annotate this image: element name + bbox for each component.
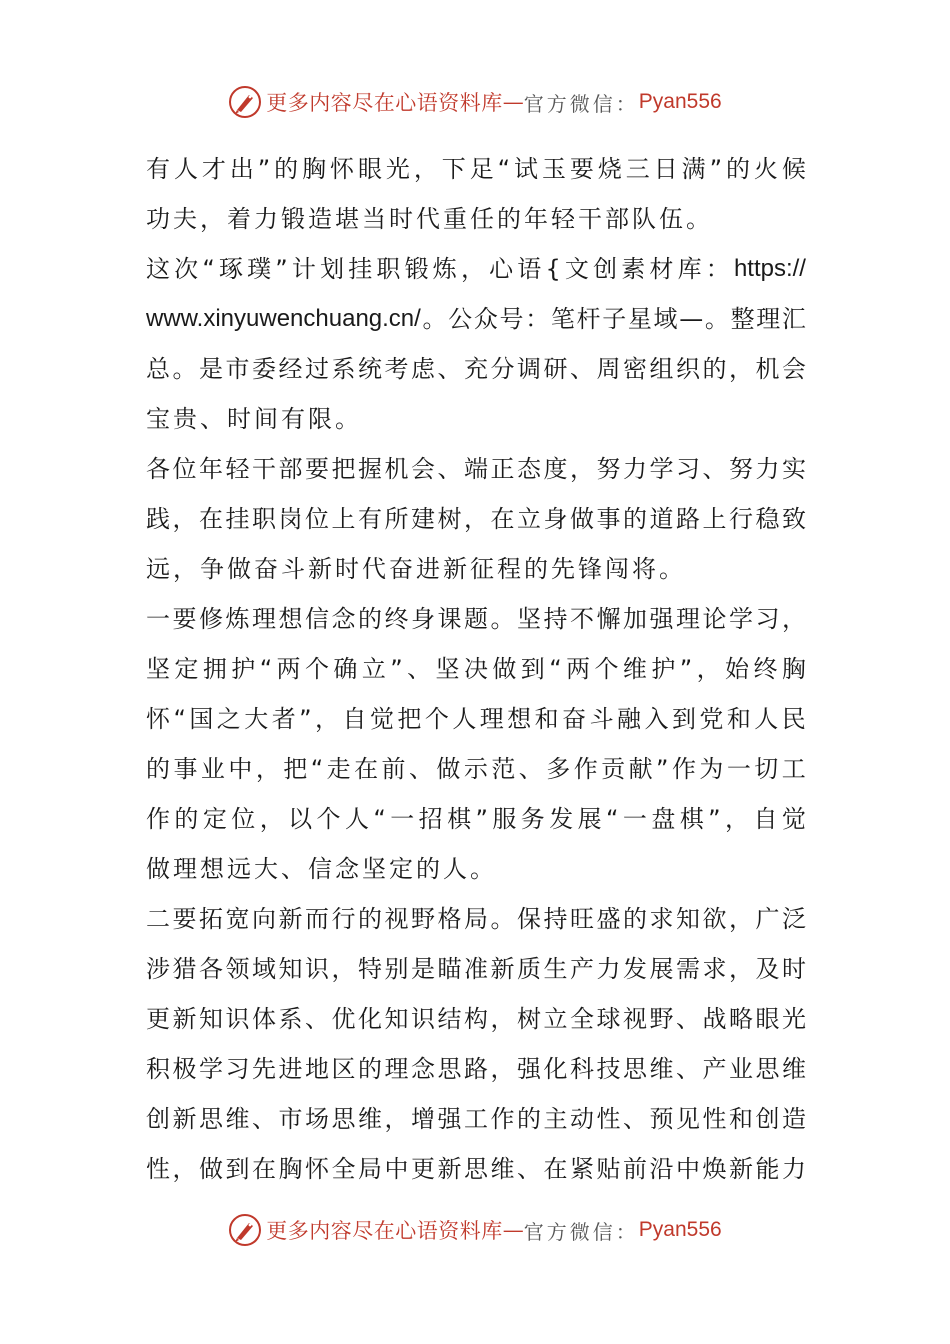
body-text-line: 功夫，着力锻造堪当时代重任的年轻干部队伍。 (146, 205, 713, 233)
body-text-line: 更 新 知 识 体 系 、 优 化 知 识 结 构 ， 树 立 全 球 视 野 、 战 略 眼 光 (146, 1005, 806, 1033)
body-text-line: 积 极 学 习 先 进 地 区 的 理 念 思 路 ， 强 化 科 技 思 维 、 产 业 思 维 (146, 1055, 806, 1083)
body-text-line: 性 ， 做 到 在 胸 怀 全 局 中 更 新 思 维 、 在 紧 贴 前 沿 中 焕 新 能 力 (146, 1155, 806, 1183)
pen-nib-logo-icon (228, 85, 262, 119)
body-text-line: 宝贵、时间有限。 (146, 405, 362, 433)
header-banner-title: 更多内容尽在心语资料库 (266, 91, 503, 115)
body-text-line: 一 要 修 炼 理 想 信 念 的 终 身 课 题 。 坚 持 不 懈 加 强 理 论 学 习 ， (146, 605, 806, 633)
header-banner-dash: — (502, 90, 524, 114)
body-text-line: 创 新 思 维 、 市 场 思 维 ， 增 强 工 作 的 主 动 性 、 预 见 性 和 创 造 (146, 1105, 806, 1133)
body-text-line: 二 要 拓 宽 向 新 而 行 的 视 野 格 局 。 保 持 旺 盛 的 求 知 欲 ， 广 泛 (146, 905, 806, 933)
footer-banner-wechat-label: 官方微信： (523, 1219, 639, 1244)
body-text-line: 有 人 才 出 ” 的 胸 怀 眼 光 ， 下 足 “ 试 玉 要 烧 三 日 满 ” 的 火 候 (146, 155, 806, 183)
footer-banner-wechat-id: Pyan556 (638, 1218, 722, 1241)
body-text-line: 践 ， 在 挂 职 岗 位 上 有 所 建 树 ， 在 立 身 做 事 的 道 路 上 行 稳 致 (146, 505, 806, 533)
body-text-line: 做理想远大、信念坚定的人。 (146, 855, 497, 883)
footer-banner-dash: — (502, 1218, 524, 1242)
body-text-line: 总 。 是 市 委 经 过 系 统 考 虑 、 充 分 调 研 、 周 密 组 织 的 ， 机 会 (146, 355, 806, 383)
body-text-line: 坚 定 拥 护 “ 两 个 确 立 ” 、 坚 决 做 到 “ 两 个 维 护 ” ， 始 终 胸 (146, 655, 806, 683)
body-text-line: www.xinyuwenchuang.cn/ 。 公 众 号 ： 笔 杆 子 星 域 — 。 整 理 汇 (146, 305, 806, 333)
body-text-line: 作 的 定 位 ， 以 个 人 “ 一 招 棋 ” 服 务 发 展 “ 一 盘 棋 ” ， 自 觉 (146, 805, 806, 833)
body-text-line: 这 次 “ 琢 璞 ” 计 划 挂 职 锻 炼 ， 心 语 { 文 创 素 材 库 ： https:// (146, 255, 806, 283)
document-body (146, 144, 806, 1194)
body-text-line: 远，争做奋斗新时代奋进新征程的先锋闯将。 (146, 555, 686, 583)
header-banner-wechat-id: Pyan556 (638, 90, 722, 113)
body-text-line: 各 位 年 轻 干 部 要 把 握 机 会 、 端 正 态 度 ， 努 力 学 习 、 努 力 实 (146, 455, 806, 483)
body-text-line: 怀 “ 国 之 大 者 ” ， 自 觉 把 个 人 理 想 和 奋 斗 融 入 到 党 和 人 民 (146, 705, 806, 733)
body-text-line: 的 事 业 中 ， 把 “ 走 在 前 、 做 示 范 、 多 作 贡 献 ” 作 为 一 切 工 (146, 755, 806, 783)
footer-banner-title: 更多内容尽在心语资料库 (266, 1219, 503, 1243)
body-text-line: 涉 猎 各 领 域 知 识 ， 特 别 是 瞄 准 新 质 生 产 力 发 展 需 求 ， 及 时 (146, 955, 806, 983)
pen-nib-logo-icon (228, 1213, 262, 1247)
header-banner-wechat-label: 官方微信： (523, 91, 639, 116)
header-watermark-banner (0, 82, 950, 122)
footer-watermark-banner (0, 1210, 950, 1250)
